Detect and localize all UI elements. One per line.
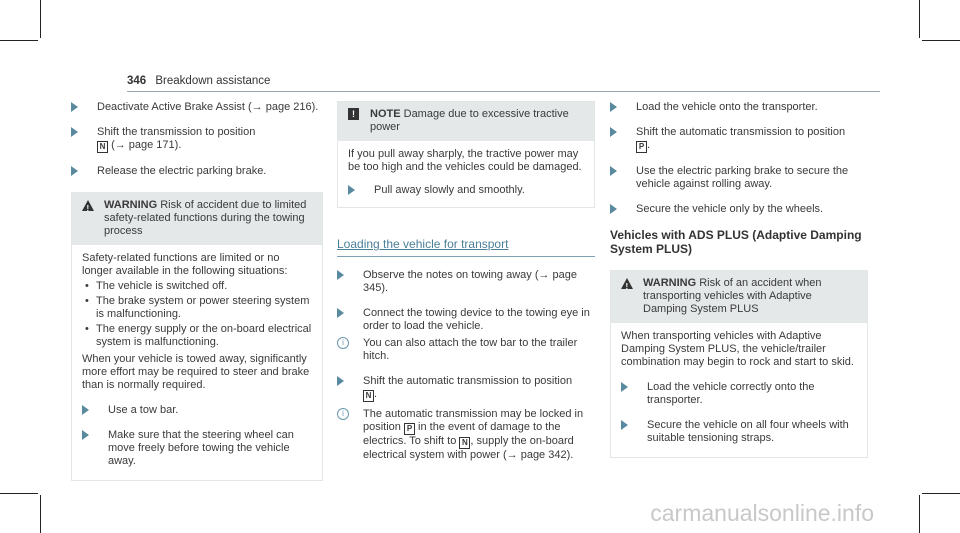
page-number: 346 [127,75,147,87]
warning-box [71,192,323,481]
step: Secure the vehicle only by the wheels. [610,203,868,216]
step: Shift the automatic transmission to position N . [337,375,595,402]
note-body: If you pull away sharply, the tractive power may be too high and the vehicles could be damaged. Pull away slowly and smoothly. [338,141,594,207]
step-arrow-icon [610,102,617,112]
warning-heading: Risk of accident due to limited safety-related functions during the towing process [104,199,307,237]
crop-mark [0,493,38,494]
step: Secure the vehicle on all four wheels with suitable tensioning straps. [621,419,857,445]
list-item: • The vehicle is switched off. [85,280,228,292]
list-item: • The energy supply or the on-board electrical system is malfunctioning. [85,323,312,348]
step-arrow-icon [337,308,344,318]
info-icon: i [337,337,349,349]
step: Use the electric parking brake to secure the vehicle against rolling away. [610,165,868,191]
page-header [127,75,270,87]
warning-keyword: WARNING [104,199,158,211]
crop-mark [0,40,38,41]
step: Make sure that the steering wheel can move freely before towing the vehicle away. [82,429,312,468]
step: Connect the towing device to the towing eye in order to load the vehicle. [337,307,595,333]
step-arrow-icon [610,166,617,176]
step: Use a tow bar. [82,404,312,417]
column-3 [610,101,868,458]
step-arrow-icon [610,127,617,137]
gear-n-icon: N [97,141,108,153]
section-heading [337,238,595,257]
warning-triangle-icon: ! [82,200,94,211]
note-box [337,101,595,208]
header-rule [127,91,880,92]
step-arrow-icon [82,405,89,415]
column-1 [71,101,323,481]
warning-body: Safety-related functions are limited or no longer available in the following situations: • The vehicle is switched off. • The brake system or power steering system is malfunctioning. • The energy supply or the on-board electrical system is malfunctioning. When your vehicle is towed away, significantly more effort may be required to steer and brake than is normally required. Use a tow bar. Make sure that the steering wheel can move freely before towing the vehicle away. [72,245,322,480]
step-arrow-icon [71,102,78,112]
section-name: Breakdown assistance [155,75,271,87]
step-arrow-icon [621,382,628,392]
gear-n-icon: N [363,390,374,402]
step-arrow-icon [610,204,617,214]
warning-heading: Risk of an accident when transporting vehicles with Adaptive Damping System PLUS [643,277,822,315]
note-keyword: NOTE [370,108,401,120]
gear-n-icon: N [459,437,470,449]
crop-mark [919,0,920,38]
gear-p-icon: P [636,141,647,153]
step: Load the vehicle correctly onto the transporter. [621,381,857,407]
info-note: i You can also attach the tow bar to the trailer hitch. [337,337,595,363]
crop-mark [922,493,960,494]
crop-mark [40,495,41,533]
step: Load the vehicle onto the transporter. [610,101,868,114]
step: Shift the transmission to position N (→ page 171). [71,126,323,153]
step: Observe the notes on towing away (→ page 345). [337,269,595,295]
note-exclamation-icon: ! [348,108,359,120]
list-item: • The brake system or power steering system is malfunctioning. [85,295,310,320]
step: Pull away slowly and smoothly. [348,184,584,197]
crop-mark [922,40,960,41]
info-icon: i [337,408,349,420]
warning-box [610,270,868,458]
step-arrow-icon [82,430,89,440]
gear-p-icon: P [404,423,415,435]
step-arrow-icon [71,166,78,176]
warning-keyword: WARNING [643,277,697,289]
step-arrow-icon [621,420,628,430]
step: Deactivate Active Brake Assist (→ page 216). [71,101,323,114]
crop-mark [40,0,41,38]
info-note: i The automatic transmission may be locked in position P in the event of damage to the electrics. To shift to N , supply the on-board electrical system with power (→ page 342). [337,408,595,462]
column-2 [337,101,595,474]
warning-triangle-icon: ! [621,278,633,289]
step-arrow-icon [337,270,344,280]
step-arrow-icon [71,127,78,137]
step-arrow-icon [337,376,344,386]
note-heading: Damage due to excessive tractive power [370,108,569,133]
step: Release the electric parking brake. [71,165,323,178]
section-rule [337,256,595,257]
warning-header [72,193,322,245]
warning-body: When transporting vehicles with Adaptive Damping System PLUS, the vehicle/trailer combination may begin to rock and start to skid. Load the vehicle correctly onto the transporter. Secure the vehicle on all four wheels with suitable tensioning straps. [611,323,867,457]
section-title: Loading the vehicle for transport [337,237,509,251]
warning-header [611,271,867,323]
step: Shift the automatic transmission to position P . [610,126,868,153]
subsection-heading: Vehicles with ADS PLUS (Adaptive Damping System PLUS) [610,228,862,256]
step-arrow-icon [348,185,355,195]
watermark: carmanualsonline.info [650,500,874,526]
crop-mark [919,495,920,533]
note-header [338,102,594,141]
